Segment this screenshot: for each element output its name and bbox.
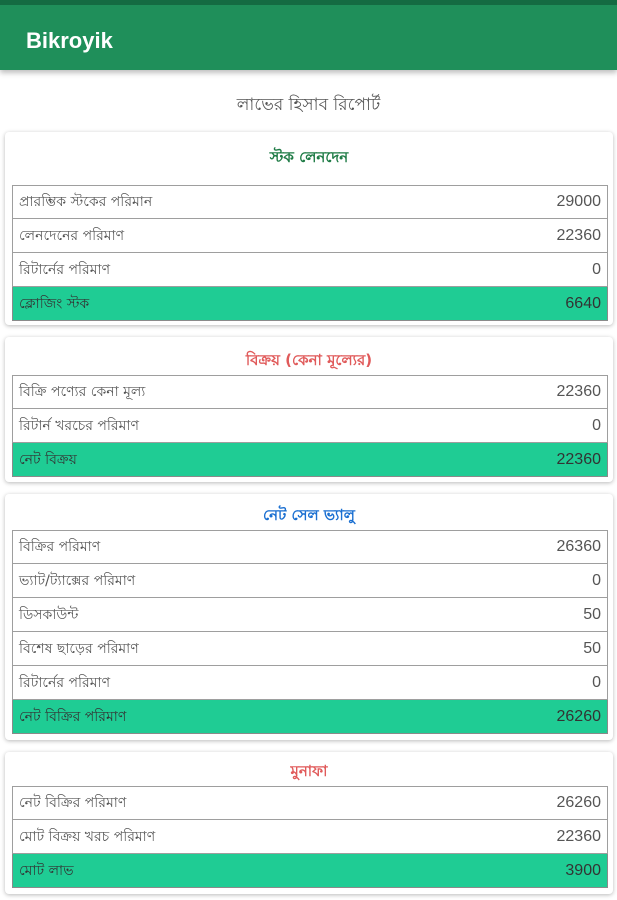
table-row: [12, 786, 608, 820]
table-row: [12, 409, 608, 443]
table-row: [12, 564, 608, 598]
row-value: 0: [592, 673, 601, 691]
row-value: 29000: [556, 193, 601, 210]
row-label: রিটার্নের পরিমাণ: [19, 674, 111, 691]
row-label: লেনদেনের পরিমাণ: [19, 227, 125, 244]
total-label: নেট বিক্রয়: [19, 451, 77, 468]
table-row: [12, 530, 608, 564]
total-value: 6640: [565, 294, 601, 312]
row-label: বিশেষ ছাড়ের পরিমাণ: [19, 640, 139, 657]
profit-table: [12, 786, 608, 888]
row-value: 26360: [556, 538, 601, 555]
total-label: ক্লোজিং স্টক: [19, 295, 90, 312]
total-label: নেট বিক্রির পরিমাণ: [19, 708, 127, 725]
total-row: [12, 443, 608, 477]
total-row: [12, 700, 608, 734]
row-value: 22360: [556, 383, 601, 400]
row-value: 26260: [556, 794, 601, 811]
row-value: 50: [583, 605, 601, 623]
row-label: নেট বিক্রির পরিমাণ: [19, 795, 127, 811]
profit-card: [5, 752, 613, 894]
table-row: [12, 820, 608, 854]
row-label: রিটার্নের পরিমাণ: [19, 261, 111, 278]
row-value: 0: [592, 416, 601, 434]
app-title: Bikroyik: [26, 28, 113, 53]
table-row: [12, 598, 608, 632]
row-label: মোট বিক্রয় খরচ পরিমাণ: [19, 828, 156, 845]
table-row: [12, 375, 608, 409]
total-label: মোট লাভ: [19, 862, 74, 879]
row-value: 0: [592, 260, 601, 278]
row-label: রিটার্ন খরচের পরিমাণ: [19, 417, 139, 434]
row-label: ভ্যাট/ট্যাক্সের পরিমাণ: [19, 572, 136, 589]
total-value: 3900: [565, 861, 601, 879]
row-value: 50: [583, 639, 601, 657]
row-value: 22360: [556, 226, 601, 244]
row-label: বিক্রি পণ্যের কেনা মূল্য: [19, 384, 146, 400]
card-title: নেট সেল ভ্যালু: [263, 506, 355, 524]
row-value: 0: [592, 571, 601, 589]
stock-transaction-card: [5, 132, 613, 325]
table-row: [12, 185, 608, 219]
card-title: বিক্রয় (কেনা মূল্যের): [245, 351, 373, 369]
card-title: স্টক লেনদেন: [269, 148, 349, 166]
row-label: প্রারম্ভিক স্টকের পরিমান: [19, 194, 153, 210]
table-row: [12, 253, 608, 287]
app-bar: [0, 0, 617, 70]
table-row: [12, 666, 608, 700]
sales-cost-card: [5, 337, 613, 482]
row-label: ডিসকাউন্ট: [19, 606, 79, 623]
table-row: [12, 632, 608, 666]
row-value: 22360: [556, 827, 601, 845]
net-sale-value-card: [5, 494, 613, 740]
total-value: 22360: [556, 450, 601, 468]
stock-table: [12, 185, 608, 321]
table-row: [12, 219, 608, 253]
report-title: লাভের হিসাব রিপোর্ট: [236, 95, 381, 115]
row-label: বিক্রির পরিমাণ: [19, 539, 101, 555]
total-value: 26260: [556, 707, 601, 725]
card-title: মুনাফা: [290, 762, 328, 780]
total-row: [12, 854, 608, 888]
sales-cost-table: [12, 375, 608, 477]
net-sale-table: [12, 530, 608, 734]
total-row: [12, 287, 608, 321]
